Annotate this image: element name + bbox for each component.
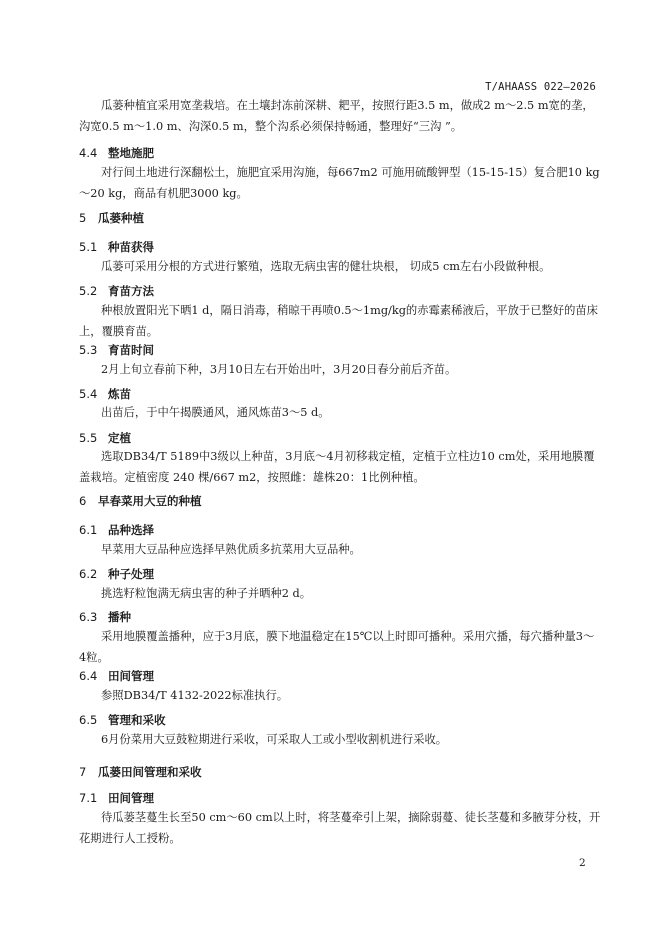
- section-number: 6: [79, 494, 87, 508]
- section-number: 6.3: [79, 610, 98, 624]
- standard-number: T/AHAASS 022—2026: [485, 81, 596, 93]
- section-number: 4.4: [79, 146, 98, 160]
- paragraph-7-1-body: 待瓜蒌茎蔓生长至50 cm～60 cm以上时，将茎蔓牵引上架，摘除弱蔓、徒长茎蔓和多腋芽分枝，开花期进行人工授粉。: [79, 811, 601, 845]
- section-title: 育苗时间: [108, 343, 154, 357]
- section-number: 5.3: [79, 343, 98, 357]
- heading-6: [79, 493, 202, 509]
- section-number: 5: [79, 211, 87, 225]
- paragraph-4-3-body: 瓜蒌种植宜采用宽垄栽培。在土壤封冻前深耕、耙平，按照行距3.5 m，做成2 m～2.5 m宽的垄，沟宽0.5 m～1.0 m、沟深0.5 m，整个沟系必须保持畅通，整理好“三沟 ”。: [79, 99, 594, 133]
- heading-7: [79, 764, 202, 780]
- paragraph-6-3-body: 采用地膜覆盖播种，应于3月底，膜下地温稳定在15℃以上时即可播种。采用穴播，每穴播种量3～4粒。: [79, 630, 595, 664]
- section-number: 7: [79, 765, 87, 779]
- paragraph-5-5-body: 选取DB34/T 5189中3级以上种苗，3月底～4月初移栽定植，定植于立柱边10 cm处，采用地膜覆盖栽培。定植密度 240 棵/667 m2，按照雌：雄株20：1比例种植。: [79, 450, 595, 484]
- section-title: 瓜蒌田间管理和采收: [98, 765, 202, 779]
- heading-4-4: [79, 145, 154, 161]
- section-number: 6.4: [79, 669, 98, 683]
- paragraph-6-5-body: 6月份菜用大豆鼓粒期进行采收，可采取人工或小型收割机进行采收。: [101, 733, 448, 746]
- heading-5-4: [79, 386, 131, 402]
- section-number: 7.1: [79, 791, 98, 805]
- section-title: 田间管理: [108, 669, 154, 683]
- paragraph-5-1-body: 瓜蒌可采用分根的方式进行繁殖，选取无病虫害的健壮块根， 切成5 cm左右小段做种根。: [101, 260, 551, 273]
- section-title: 早春菜用大豆的种植: [98, 494, 202, 508]
- heading-6-4: [79, 668, 154, 684]
- section-title: 定植: [108, 431, 131, 445]
- paragraph-6-2-body: 挑选籽粒饱满无病虫害的种子并晒种2 d。: [101, 587, 312, 600]
- section-title: 育苗方法: [108, 284, 154, 298]
- section-title: 品种选择: [108, 523, 154, 537]
- section-number: 5.2: [79, 284, 98, 298]
- paragraph-5-3-body: 2月上旬立春前下种，3月10日左右开始出叶，3月20日春分前后齐苗。: [101, 363, 457, 376]
- section-number: 6.5: [79, 713, 98, 727]
- paragraph-4-4-body: 对行间土地进行深翻松土，施肥宜采用沟施，每667m2 可施用硫酸钾型（15-15-15）复合肥10 kg～20 kg，商品有机肥3000 kg。: [79, 166, 600, 200]
- section-number: 5.4: [79, 387, 98, 401]
- section-title: 炼苗: [108, 387, 131, 401]
- page-number: 2: [579, 857, 586, 869]
- heading-7-1: [79, 790, 154, 806]
- section-title: 瓜蒌种植: [98, 211, 144, 225]
- paragraph-6-4-body: 参照DB34/T 4132-2022标准执行。: [101, 689, 289, 702]
- section-title: 播种: [108, 610, 131, 624]
- heading-5: [79, 210, 144, 226]
- heading-5-3: [79, 342, 154, 358]
- heading-5-2: [79, 283, 154, 299]
- section-number: 6.1: [79, 523, 98, 537]
- heading-6-3: [79, 609, 131, 625]
- heading-5-1: [79, 239, 154, 255]
- section-title: 种苗获得: [108, 240, 154, 254]
- section-number: 5.5: [79, 431, 98, 445]
- section-title: 种子处理: [108, 567, 154, 581]
- paragraph-5-4-body: 出苗后，于中午揭膜通风，通风炼苗3～5 d。: [101, 406, 330, 419]
- section-title: 田间管理: [108, 791, 154, 805]
- heading-6-1: [79, 522, 154, 538]
- paragraph-5-2-body: 种根放置阳光下晒1 d，隔日消毒，稍晾干再喷0.5～1mg/kg的赤霉素稀液后，平放于已整好的苗床上，覆膜育苗。: [79, 304, 598, 338]
- heading-6-2: [79, 566, 154, 582]
- section-number: 5.1: [79, 240, 98, 254]
- paragraph-6-1-body: 早菜用大豆品种应选择早熟优质多抗菜用大豆品种。: [101, 543, 361, 556]
- heading-6-5: [79, 712, 166, 728]
- heading-5-5: [79, 430, 131, 446]
- section-title: 整地施肥: [108, 146, 154, 160]
- section-number: 6.2: [79, 567, 98, 581]
- section-title: 管理和采收: [108, 713, 166, 727]
